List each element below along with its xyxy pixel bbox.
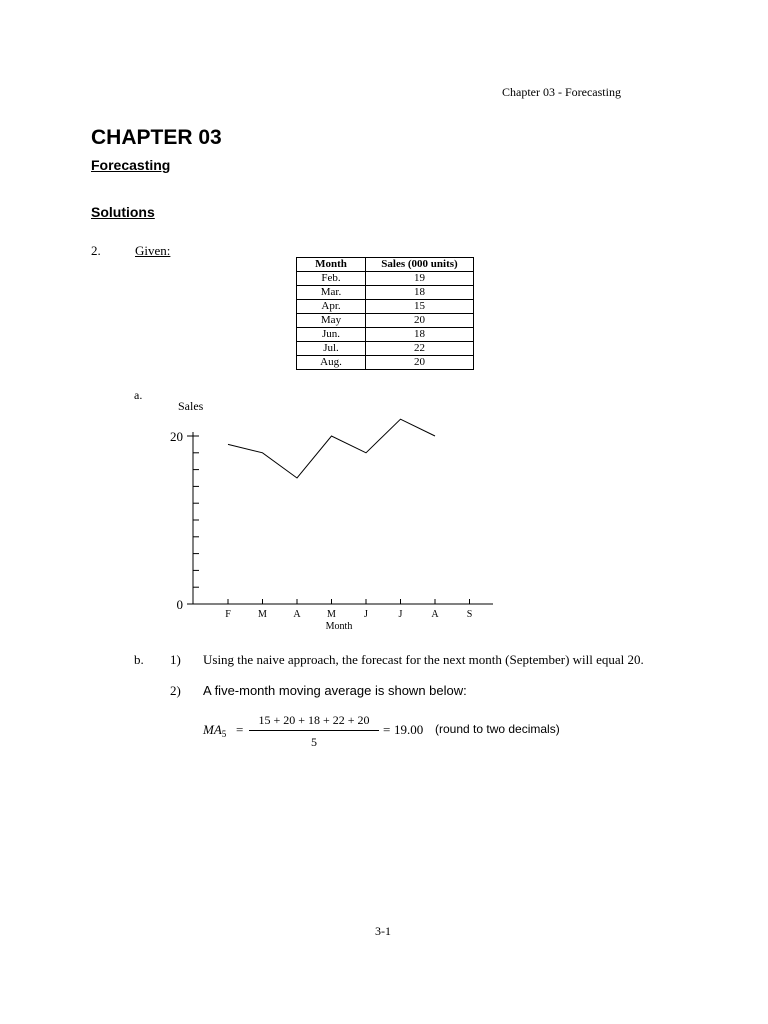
x-tick-label: A xyxy=(293,609,301,620)
table-cell-month: Mar. xyxy=(297,286,366,300)
table-cell-sales: 18 xyxy=(366,286,474,300)
table-row xyxy=(297,328,474,342)
table-cell-sales: 20 xyxy=(366,356,474,370)
sales-line-chart xyxy=(160,392,500,637)
part-a-label: a. xyxy=(134,388,143,402)
x-tick-label: M xyxy=(327,609,336,620)
item-1-number: 1) xyxy=(170,652,181,667)
moving-average-symbol: MA xyxy=(203,722,222,737)
x-tick-label: J xyxy=(398,609,403,620)
table-header-month: Month xyxy=(297,258,366,272)
table-row xyxy=(297,272,474,286)
y-tick-label: 20 xyxy=(170,429,183,444)
x-tick-label: S xyxy=(466,609,473,620)
problem-number: 2. xyxy=(91,243,101,258)
equals-sign: = xyxy=(236,722,244,737)
table-cell-sales: 20 xyxy=(366,314,474,328)
table-row xyxy=(297,356,474,370)
chapter-title: CHAPTER 03 xyxy=(91,126,222,149)
table-row xyxy=(297,300,474,314)
table-row xyxy=(297,314,474,328)
table-cell-sales: 19 xyxy=(366,272,474,286)
x-tick-label: F xyxy=(225,609,231,620)
sales-series-line xyxy=(228,419,435,478)
table-row xyxy=(297,286,474,300)
part-b-label: b. xyxy=(134,652,144,667)
table-header-row xyxy=(297,258,474,272)
y-axis-label: Sales xyxy=(178,399,204,413)
moving-average-label xyxy=(203,722,226,738)
sales-table xyxy=(296,257,474,370)
x-tick-label: J xyxy=(364,609,368,620)
table-cell-month: Apr. xyxy=(297,300,366,314)
rounding-note: (round to two decimals) xyxy=(435,722,560,736)
given-label: Given: xyxy=(135,243,171,258)
table-header-sales: Sales (000 units) xyxy=(366,258,474,272)
item-1-text: Using the naive approach, the forecast for the next month (September) will equal 20. xyxy=(203,652,644,667)
fraction-bar xyxy=(249,730,379,731)
x-tick-label: A xyxy=(431,609,439,620)
y-tick-label: 0 xyxy=(176,597,183,612)
table-cell-sales: 15 xyxy=(366,300,474,314)
table-cell-sales: 18 xyxy=(366,328,474,342)
chapter-subtitle: Forecasting xyxy=(91,157,171,173)
moving-average-subscript: 5 xyxy=(221,729,227,739)
formula-denominator: 5 xyxy=(311,735,317,749)
table-cell-sales: 22 xyxy=(366,342,474,356)
table-cell-month: Jun. xyxy=(297,328,366,342)
table-cell-month: Jul. xyxy=(297,342,366,356)
table-cell-month: May xyxy=(297,314,366,328)
x-tick-label: M xyxy=(258,609,267,620)
running-header: Chapter 03 - Forecasting xyxy=(502,85,621,99)
table-cell-month: Aug. xyxy=(297,356,366,370)
x-axis-label: Month xyxy=(325,621,353,632)
equals-sign-result: = xyxy=(383,722,391,737)
item-2-text: A five-month moving average is shown below: xyxy=(203,683,467,698)
formula-result: 19.00 xyxy=(394,722,424,737)
formula-numerator: 15 + 20 + 18 + 22 + 20 xyxy=(258,713,370,727)
table-row xyxy=(297,342,474,356)
page-number: 3-1 xyxy=(375,924,391,938)
table-cell-month: Feb. xyxy=(297,272,366,286)
item-2-number: 2) xyxy=(170,683,181,698)
section-heading: Solutions xyxy=(91,204,155,220)
